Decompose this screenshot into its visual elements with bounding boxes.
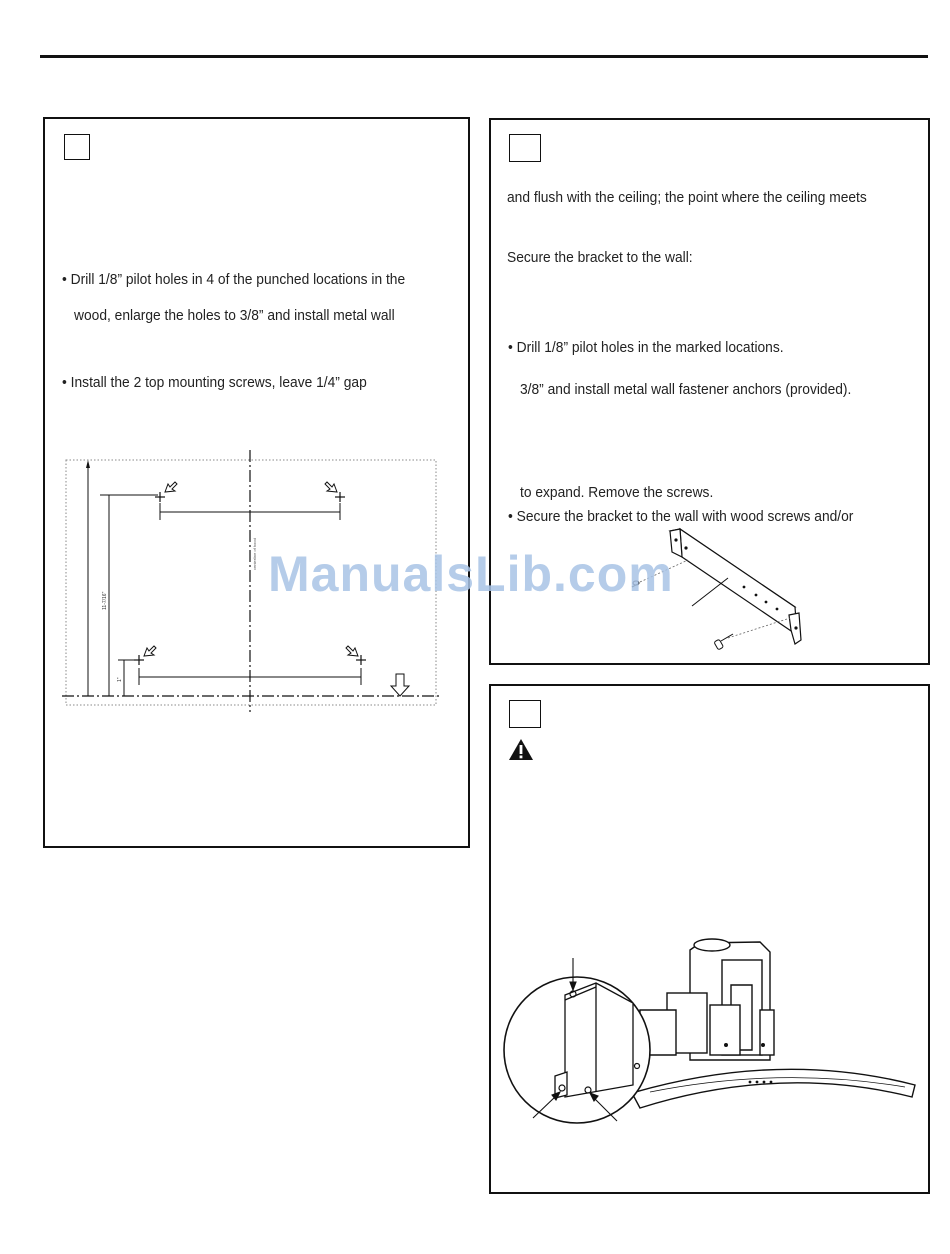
manualslib-watermark: ManualsLib.com — [268, 546, 674, 602]
bullet-drill-marked-locations: • Drill 1/8” pilot holes in the marked locations. — [508, 339, 784, 356]
text-flush-with-ceiling: and flush with the ceiling; the point where the ceiling meets — [507, 189, 867, 206]
bullet-install-top-screws: • Install the 2 top mounting screws, leave 1/4” gap — [62, 374, 367, 391]
hood-canopy — [632, 1069, 915, 1108]
text-install-anchors: 3/8” and install metal wall fastener anchors (provided). — [520, 381, 852, 398]
bullet-drill-pilot-holes: • Drill 1/8” pilot holes in 4 of the punched locations in the — [62, 271, 406, 288]
vertical-dimension-label: 11-7/16" — [102, 591, 108, 610]
centerline-label: centerline of hood — [252, 538, 257, 570]
small-dimension-label: 1" — [117, 677, 123, 682]
text-remove-screws: to expand. Remove the screws. — [520, 484, 714, 501]
text-secure-bracket: Secure the bracket to the wall: — [507, 249, 693, 266]
bullet-drill-pilot-holes-cont: wood, enlarge the holes to 3/8” and install metal wall — [74, 307, 395, 324]
bullet-secure-bracket-wood-screws: • Secure the bracket to the wall with wood screws and/or — [508, 508, 854, 525]
